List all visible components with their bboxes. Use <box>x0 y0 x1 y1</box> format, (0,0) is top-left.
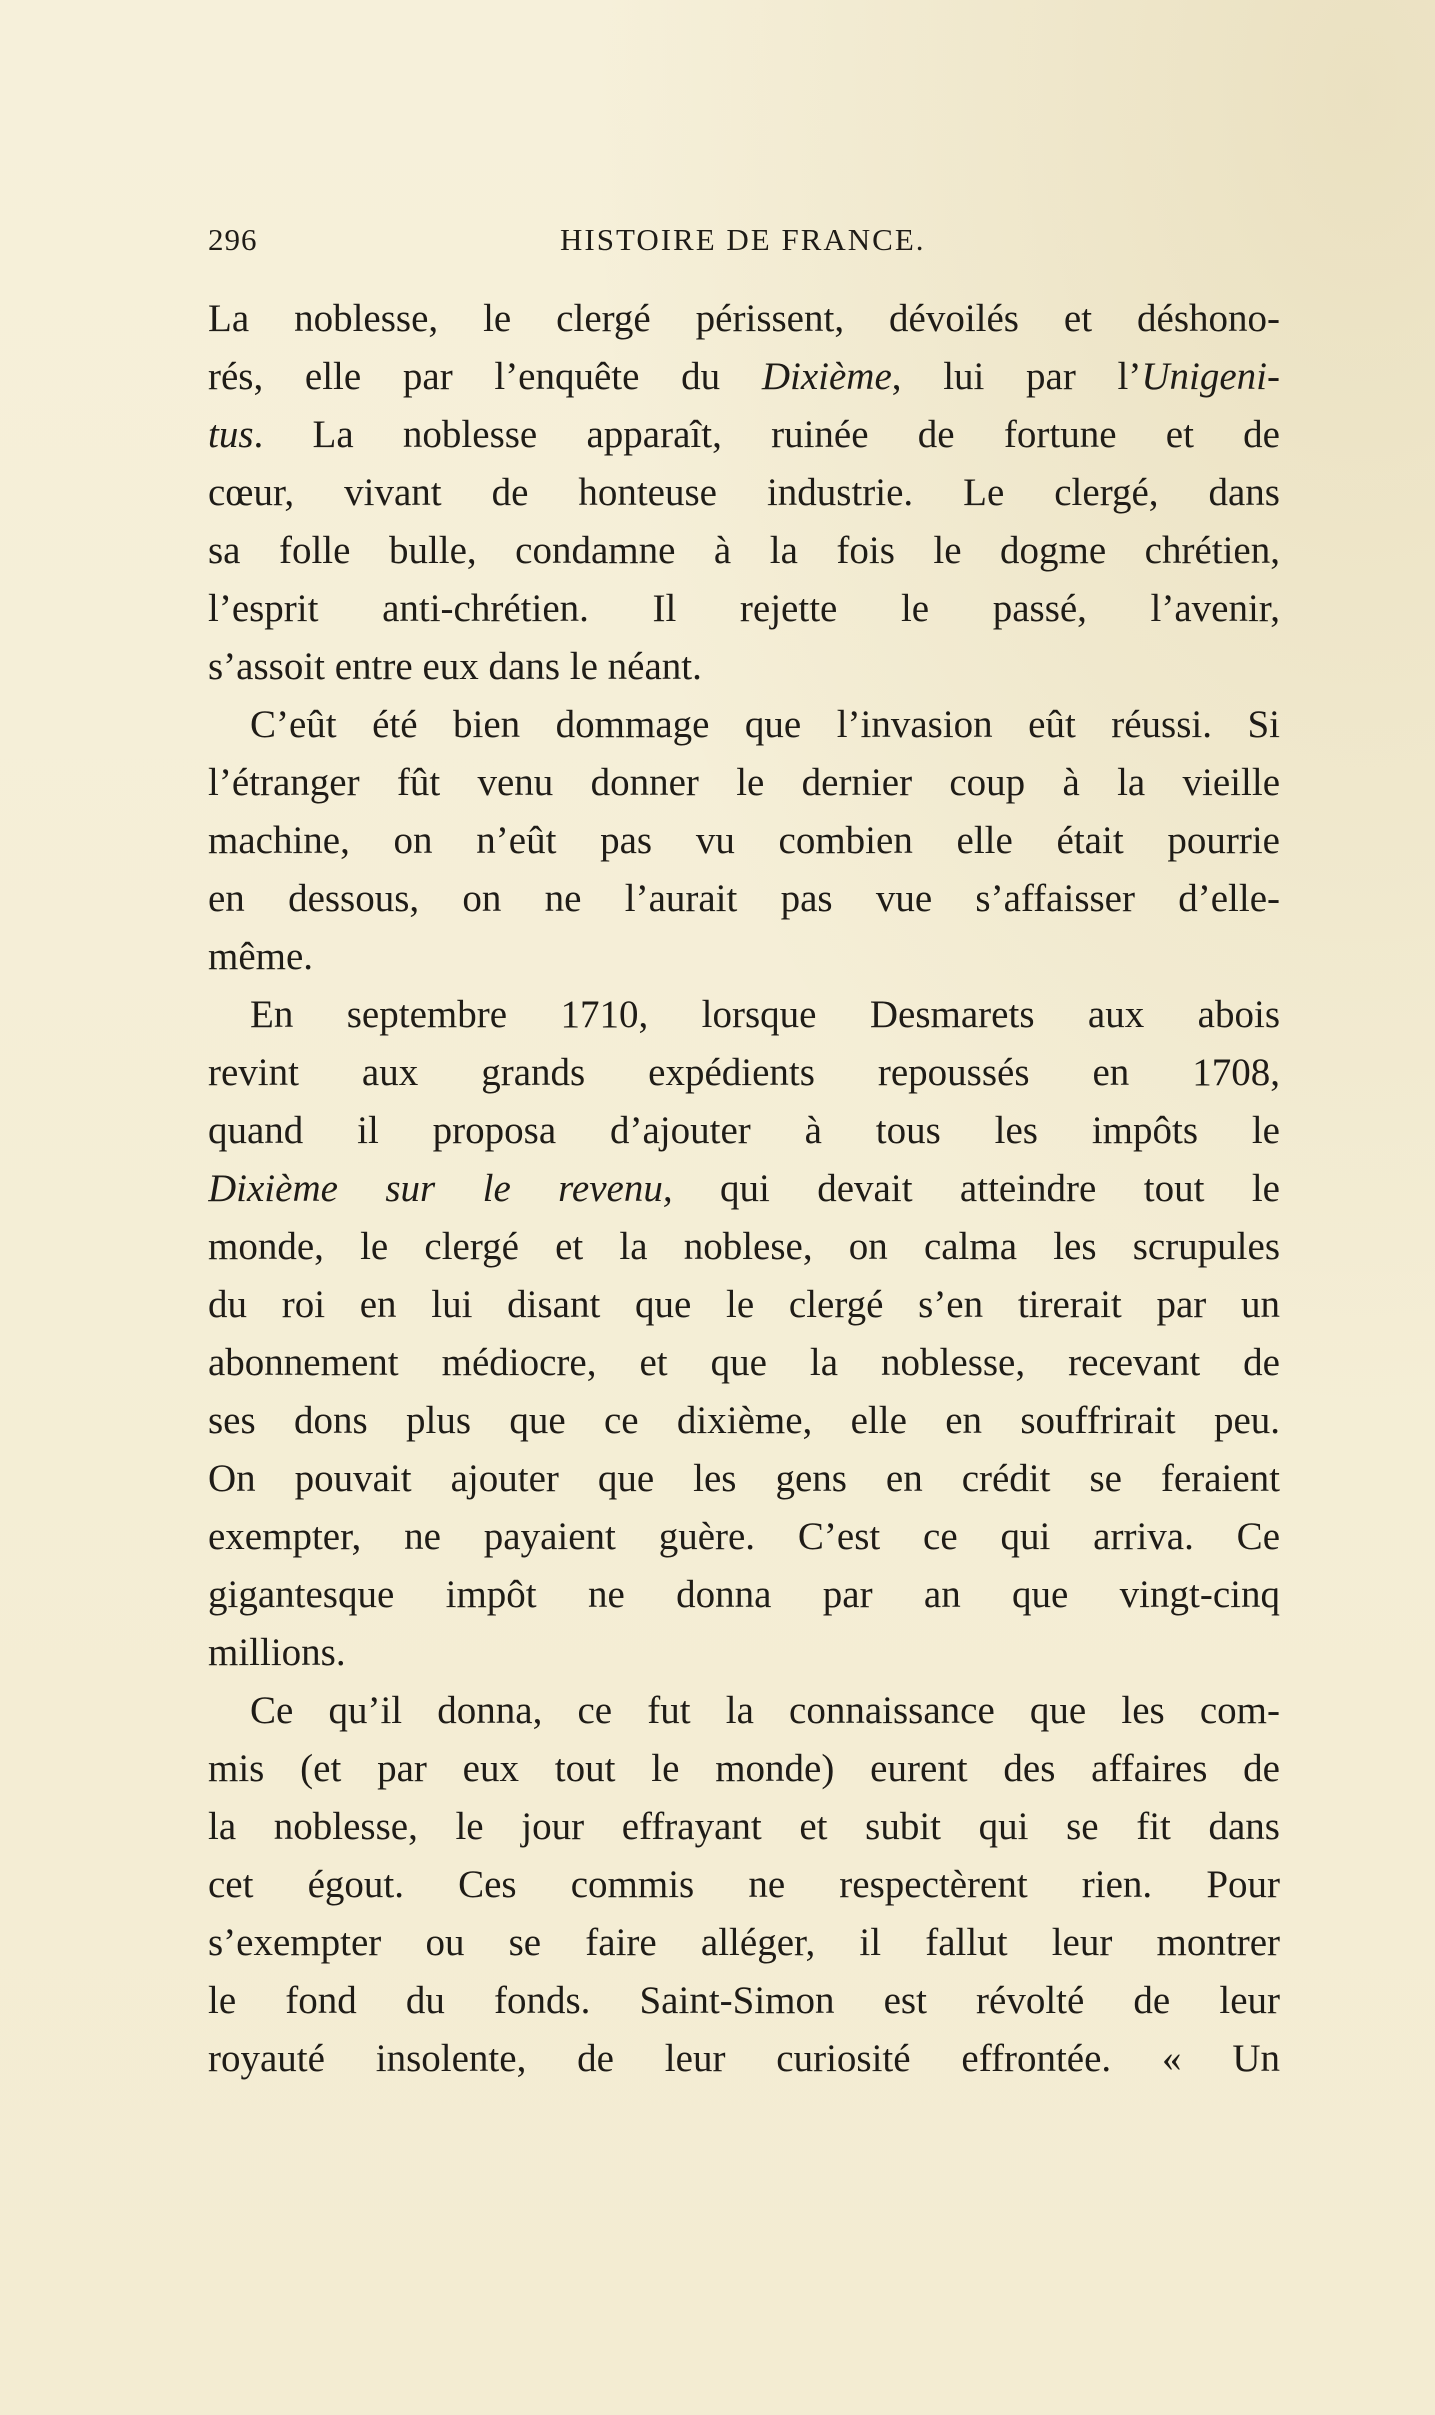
text-line <box>208 1160 1280 1218</box>
page-header <box>208 222 1280 272</box>
text-line: mis (et par eux tout le monde) eurent des affaires de <box>208 1747 1280 1790</box>
text-line: s’assoit entre eux dans le néant. <box>208 645 702 688</box>
text-line: sa folle bulle, condamne à la fois le dogme chrétien, <box>208 529 1280 572</box>
italic-term: Dixième sur le revenu, <box>208 1167 673 1210</box>
text-line: abonnement médiocre, et que la noblesse, recevant de <box>208 1341 1280 1384</box>
text-line: la noblesse, le jour effrayant et subit qui se fit dans <box>208 1805 1280 1848</box>
text-line: s’exempter ou se faire alléger, il fallut leur montrer <box>208 1921 1280 1964</box>
text-line: l’esprit anti-chrétien. Il rejette le passé, l’avenir, <box>208 587 1280 630</box>
text-line: royauté insolente, de leur curiosité effrontée. « Un <box>208 2037 1280 2080</box>
text-line: exempter, ne payaient guère. C’est ce qui arriva. Ce <box>208 1515 1280 1558</box>
text-line <box>208 406 1280 464</box>
text-line: En septembre 1710, lorsque Desmarets aux abois <box>250 993 1280 1036</box>
italic-term: Unigeni- <box>1141 355 1280 398</box>
italic-term: Dixième <box>761 355 892 398</box>
text-line: revint aux grands expédients repoussés en 1708, <box>208 1051 1280 1094</box>
text-line: en dessous, on ne l’aurait pas vue s’affaisser d’elle- <box>208 877 1280 920</box>
text-fragment: . La noblesse apparaît, ruinée de fortune et de <box>253 413 1280 456</box>
text-fragment: rés, elle par l’enquête du <box>208 355 762 398</box>
text-fragment: , lui par l’ <box>891 355 1142 398</box>
text-line: machine, on n’eût pas vu combien elle était pourrie <box>208 819 1280 862</box>
text-line: l’étranger fût venu donner le dernier coup à la vieille <box>208 761 1280 804</box>
text-line: Ce qu’il donna, ce fut la connaissance que les com- <box>250 1689 1280 1732</box>
italic-term: tus <box>208 413 254 456</box>
text-line: gigantesque impôt ne donna par an que vingt-cinq <box>208 1573 1280 1616</box>
text-line: La noblesse, le clergé périssent, dévoilés et déshono- <box>208 297 1280 340</box>
text-line <box>208 348 1280 406</box>
text-line: ses dons plus que ce dixième, elle en souffrirait peu. <box>208 1399 1280 1442</box>
text-line: On pouvait ajouter que les gens en crédit se feraient <box>208 1457 1280 1500</box>
body-text <box>208 290 1280 2088</box>
text-line: cet égout. Ces commis ne respectèrent rien. Pour <box>208 1863 1280 1906</box>
text-line: millions. <box>208 1631 346 1674</box>
text-line: cœur, vivant de honteuse industrie. Le clergé, dans <box>208 471 1280 514</box>
text-line: C’eût été bien dommage que l’invasion eût réussi. Si <box>250 703 1280 746</box>
text-line: même. <box>208 935 314 978</box>
text-line: le fond du fonds. Saint-Simon est révolté de leur <box>208 1979 1280 2022</box>
page-number: 296 <box>208 222 258 257</box>
running-title: HISTOIRE DE FRANCE. <box>560 222 926 257</box>
text-line: quand il proposa d’ajouter à tous les impôts le <box>208 1109 1280 1152</box>
text-line: du roi en lui disant que le clergé s’en tirerait par un <box>208 1283 1280 1326</box>
text-line: monde, le clergé et la noblese, on calma les scrupules <box>208 1225 1280 1268</box>
text-fragment: qui devait atteindre tout le <box>672 1167 1280 1210</box>
